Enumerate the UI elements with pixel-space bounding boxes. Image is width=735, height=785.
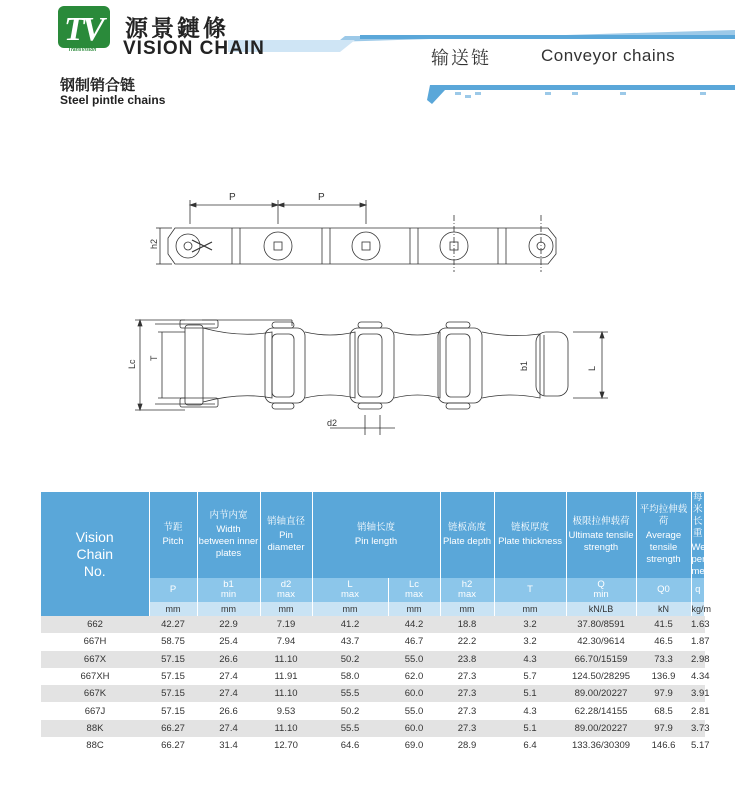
value-cell: 4.3 [494,702,566,719]
dim-label-b1: b1 [519,360,529,371]
chain-label-line-1: Vision [75,528,114,545]
value-cell: 31.4 [197,737,260,754]
value-cell: 3.2 [494,633,566,650]
chain-number-cell: 667X [41,651,149,668]
value-cell: 46.5 [636,633,691,650]
dim-label-t: T [149,355,159,361]
value-cell: 69.0 [388,737,440,754]
value-cell: 43.7 [312,633,388,650]
value-cell: 1.87 [691,633,704,650]
col-header-plate-depth: 链板高度 Plate depth [440,492,494,578]
value-cell: 22.9 [197,616,260,633]
chain-number-cell: 667H [41,633,149,650]
chain-number-cell: 88C [41,737,149,754]
unit-cell: mm [260,602,312,616]
value-cell: 57.15 [149,702,197,719]
value-cell: 46.7 [388,633,440,650]
table-row [41,685,705,702]
band-dash [545,92,551,95]
dim-label-lc: Lc [127,359,137,369]
unit-cell: mm [388,602,440,616]
chain-number-cell: 667XH [41,668,149,685]
unit-cell: kN/LB [566,602,636,616]
svg-text:V: V [82,11,105,48]
value-cell: 5.17 [691,737,704,754]
unit-cell: mm [312,602,388,616]
value-cell: 27.3 [440,720,494,737]
value-cell: 55.0 [388,651,440,668]
value-cell: 27.3 [440,702,494,719]
chain-number-cell: 667K [41,685,149,702]
value-cell: 5.1 [494,685,566,702]
unit-cell: kg/m [691,604,712,614]
value-cell: 50.2 [312,651,388,668]
value-cell: 89.00/20227 [566,720,636,737]
dim-label-pitch-2: P [318,192,325,203]
symbol-cell: d2 max [260,578,312,602]
value-cell: 23.8 [440,651,494,668]
value-cell: 60.0 [388,685,440,702]
value-cell: 28.9 [440,737,494,754]
value-cell: 57.15 [149,685,197,702]
col-header-average-strength: 平均拉伸载荷 Average tensile strength [636,492,691,578]
chain-label-line-2: Chain [76,545,114,562]
value-cell: 5.1 [494,720,566,737]
header-row-titles [41,492,705,578]
band-dash [475,92,481,95]
symbol-cell: h2 max [440,578,494,602]
band-dash [700,92,706,95]
logo-icon [58,6,110,48]
header-band-lower [427,85,735,104]
dim-label-h2: h2 [149,238,159,249]
symbol-cell: T [494,578,566,602]
col-header-ultimate-strength: 极限拉伸载荷 Ultimate tensile strength [566,492,636,578]
chain-technical-drawing [0,160,735,450]
chain-number-cell: 662 [41,616,149,633]
value-cell: 7.94 [260,633,312,650]
chain-number-cell: 88K [41,720,149,737]
dim-label-pitch-1: P [229,192,236,203]
value-cell: 12.70 [260,737,312,754]
table-row [41,651,705,668]
value-cell: 2.81 [691,702,704,719]
value-cell: 124.50/28295 [566,668,636,685]
value-cell: 18.8 [440,616,494,633]
value-cell: 55.5 [312,720,388,737]
value-cell: 9.53 [260,702,312,719]
value-cell: 4.3 [494,651,566,668]
symbol-cell: P [149,578,197,602]
value-cell: 62.0 [388,668,440,685]
value-cell: 68.5 [636,702,691,719]
top-view [135,320,608,435]
value-cell: 11.91 [260,668,312,685]
value-cell: 7.19 [260,616,312,633]
band-dash [465,95,471,98]
svg-text:T: T [64,11,85,48]
value-cell: 146.6 [636,737,691,754]
col-header-pin-diameter: 销轴直径 Pin diameter [260,492,312,578]
unit-cell: mm [197,602,260,616]
value-cell: 73.3 [636,651,691,668]
value-cell: 57.15 [149,668,197,685]
value-cell: 5.7 [494,668,566,685]
col-header-chain-no [41,492,149,616]
symbol-cell: Lc max [388,578,440,602]
value-cell: 50.2 [312,702,388,719]
table-row [41,668,705,685]
value-cell: 4.34 [691,668,704,685]
value-cell: 41.2 [312,616,388,633]
band-dash [455,92,461,95]
col-header-pin-length: 销轴长度 Pin length [312,492,440,578]
value-cell: 42.27 [149,616,197,633]
value-cell: 26.6 [197,702,260,719]
unit-cell: mm [149,602,197,616]
symbol-cell: Q min [566,578,636,602]
value-cell: 62.28/14155 [566,702,636,719]
value-cell: 37.80/8591 [566,616,636,633]
col-header-inner-width: 内节内宽 Width between inner plates [197,492,260,578]
value-cell: 133.36/30309 [566,737,636,754]
table-row [41,616,705,633]
symbol-cell: Q0 [636,578,691,602]
value-cell: 89.00/20227 [566,685,636,702]
unit-cell: mm [440,602,494,616]
side-view [156,200,556,272]
value-cell: 136.9 [636,668,691,685]
value-cell: 3.2 [494,616,566,633]
value-cell: 2.98 [691,651,704,668]
table-row [41,737,705,754]
value-cell: 58.0 [312,668,388,685]
value-cell: 97.9 [636,685,691,702]
table-row [41,720,705,737]
band-dash [620,92,626,95]
dim-label-l: L [587,365,597,371]
category-title-en: Conveyor chains [541,46,676,65]
col-header-weight: 每米长重 Weight per meter [691,492,721,577]
header-band-upper [360,35,735,39]
value-cell: 27.3 [440,668,494,685]
value-cell: 27.3 [440,685,494,702]
value-cell: 3.91 [691,685,704,702]
value-cell: 66.27 [149,737,197,754]
logo-subtitle: TransVision [68,47,97,53]
brand-name-en: VISION CHAIN [123,38,265,59]
chain-label-line-3: No. [83,562,106,579]
value-cell: 57.15 [149,651,197,668]
value-cell: 64.6 [312,737,388,754]
table-row [41,633,705,650]
value-cell: 41.5 [636,616,691,633]
value-cell: 3.73 [691,720,704,737]
brand-name-cn: 源景鏈條 [125,16,229,42]
unit-cell: mm [494,602,566,616]
value-cell: 11.10 [260,720,312,737]
value-cell: 42.30/9614 [566,633,636,650]
value-cell: 55.0 [388,702,440,719]
symbol-cell: L max [312,578,388,602]
value-cell: 58.75 [149,633,197,650]
spec-table [41,492,721,754]
value-cell: 55.5 [312,685,388,702]
value-cell: 27.4 [197,685,260,702]
symbol-cell: b1 min [197,578,260,602]
value-cell: 66.27 [149,720,197,737]
col-header-plate-thickness: 链板厚度 Plate thickness [494,492,566,578]
value-cell: 60.0 [388,720,440,737]
symbol-cell: q [691,578,704,602]
product-title-en: Steel pintle chains [60,93,166,107]
value-cell: 97.9 [636,720,691,737]
band-dash [572,92,578,95]
value-cell: 22.2 [440,633,494,650]
value-cell: 11.10 [260,685,312,702]
dim-label-d2: d2 [327,418,338,428]
value-cell: 1.63 [691,616,704,633]
product-title-cn: 钢制销合链 [60,76,136,94]
value-cell: 44.2 [388,616,440,633]
value-cell: 11.10 [260,651,312,668]
value-cell: 26.6 [197,651,260,668]
chain-number-cell: 667J [41,702,149,719]
value-cell: 66.70/15159 [566,651,636,668]
spec-table-body [41,616,710,754]
unit-cell: kN [636,602,691,616]
value-cell: 25.4 [197,633,260,650]
category-title-cn: 输送链 [431,48,491,69]
value-cell: 27.4 [197,668,260,685]
col-header-pitch: 节距 Pitch [149,492,197,578]
table-row [41,702,705,719]
value-cell: 6.4 [494,737,566,754]
value-cell: 27.4 [197,720,260,737]
